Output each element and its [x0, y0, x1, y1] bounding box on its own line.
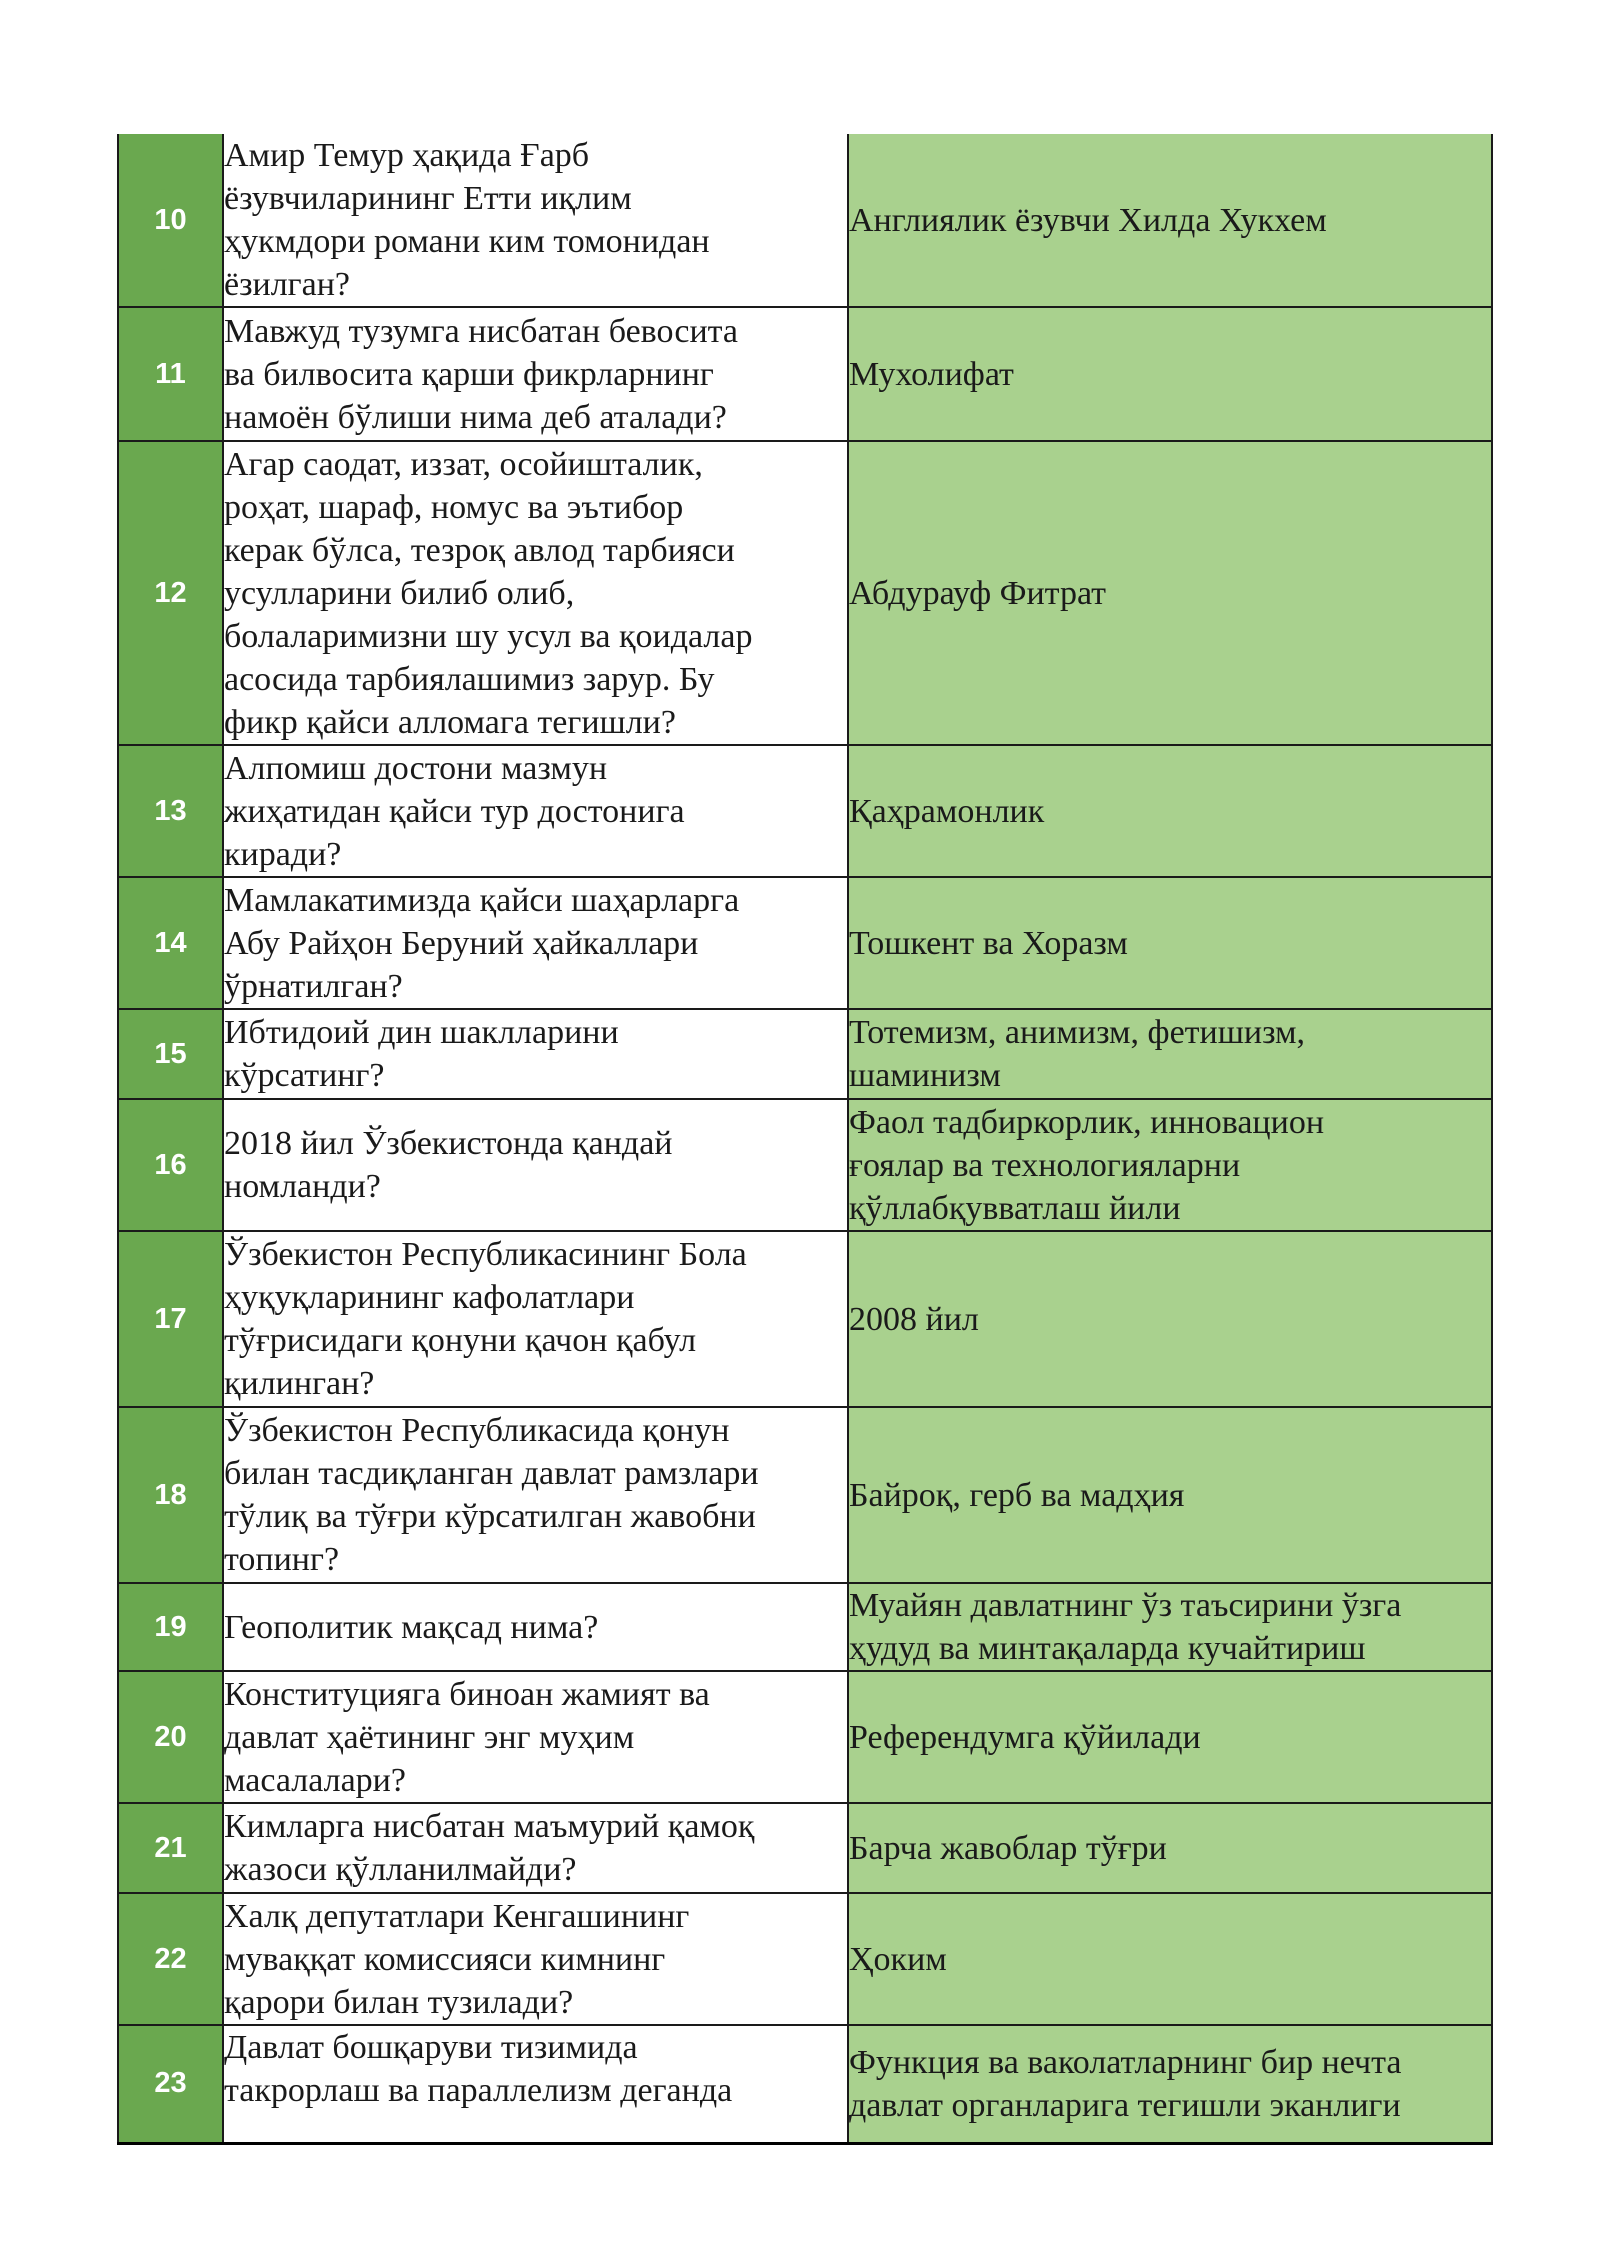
answer-cell: [848, 1583, 1492, 1671]
question-text: Кимларга нисбатан маъмурий қамоқ жазоси қўлланилмайди?: [224, 1808, 755, 1888]
answer-cell: [848, 745, 1492, 877]
table-row: [118, 1009, 1492, 1099]
answer-text: Мухолифат: [849, 355, 1014, 393]
answer-cell: [848, 2025, 1492, 2143]
answer-text: Абдурауф Фитрат: [849, 574, 1107, 612]
row-number: 14: [118, 877, 223, 1009]
answer-cell: [848, 1009, 1492, 1099]
question-text: Ўзбекистон Республикасининг Бола ҳуқуқларининг кафолатлари тўғрисидаги қонуни қачон қабул қилинган?: [224, 1236, 747, 1402]
row-number: 15: [118, 1009, 223, 1099]
table-row: [118, 1671, 1492, 1803]
answer-cell: [848, 307, 1492, 441]
answer-cell: [848, 1407, 1492, 1583]
row-number: 18: [118, 1407, 223, 1583]
question-text: Мавжуд тузумга нисбатан бевосита ва билвосита қарши фикрларнинг намоён бўлиши нима деб аталади?: [224, 312, 739, 436]
question-cell: [223, 1583, 848, 1671]
question-cell: [223, 877, 848, 1009]
row-number: 22: [118, 1893, 223, 2025]
row-number: 23: [118, 2025, 223, 2143]
row-number: 10: [118, 134, 223, 307]
row-number: 13: [118, 745, 223, 877]
answer-text: Тотемизм, анимизм, фетишизм, шаминизм: [849, 1014, 1306, 1094]
row-number: 19: [118, 1583, 223, 1671]
answer-cell: [848, 441, 1492, 745]
question-cell: [223, 745, 848, 877]
answer-text: Барча жавоблар тўғри: [849, 1829, 1167, 1867]
row-number: 17: [118, 1231, 223, 1407]
question-text: Агар саодат, иззат, осойишталик, роҳат, шараф, номус ва эътибор керак бўлса, тезроқ авлод тарбияси усулларини билиб олиб, болаларимизни шу усул ва қоидалар асосида тарбиялашимиз зарур. Бу фикр қайси алломага тегишли?: [224, 445, 753, 741]
answer-text: Референдумга қўйилади: [849, 1718, 1201, 1756]
question-text: Мамлакатимизда қайси шаҳарларга Абу Райҳон Беруний ҳайкаллари ўрнатилган?: [224, 881, 740, 1005]
table-row: [118, 1583, 1492, 1671]
answer-text: Тошкент ва Хоразм: [849, 924, 1128, 962]
table-row: [118, 745, 1492, 877]
question-text: Алпомиш достони мазмун жиҳатидан қайси тур достонига киради?: [224, 749, 685, 873]
question-cell: [223, 1231, 848, 1407]
table-row: [118, 134, 1492, 307]
answer-cell: [848, 1803, 1492, 1893]
table-row: [118, 1407, 1492, 1583]
question-cell: [223, 1803, 848, 1893]
question-text: Конституцияга биноан жамият ва давлат ҳаётининг энг муҳим масалалари?: [224, 1675, 710, 1799]
answer-text: Ҳоким: [849, 1940, 947, 1978]
answer-cell: [848, 1671, 1492, 1803]
question-cell: [223, 1099, 848, 1231]
table-row: [118, 1099, 1492, 1231]
table-row: [118, 1231, 1492, 1407]
question-text: Амир Темур ҳақида Ғарб ёзувчиларининг Етти иқлим ҳукмдори романи ким томонидан ёзилган?: [224, 137, 710, 303]
row-number: 11: [118, 307, 223, 441]
question-cell: [223, 307, 848, 441]
table-row: [118, 1803, 1492, 1893]
row-number: 16: [118, 1099, 223, 1231]
quiz-table: [117, 134, 1493, 2145]
answer-cell: [848, 1099, 1492, 1231]
question-text: Давлат бошқаруви тизимида такрорлаш ва параллелизм деганда: [224, 2029, 733, 2109]
answer-text: Муайян давлатнинг ўз таъсирини ўзга ҳудуд ва минтақаларда кучайтириш: [849, 1587, 1402, 1667]
table-row: [118, 2025, 1492, 2143]
question-cell: [223, 134, 848, 307]
question-text: Геополитик мақсад нима?: [224, 1608, 599, 1646]
answer-text: Функция ва ваколатларнинг бир нечта давлат органларига тегишли эканлиги: [849, 2043, 1402, 2124]
row-number: 20: [118, 1671, 223, 1803]
table-row: [118, 441, 1492, 745]
question-cell: [223, 1893, 848, 2025]
answer-text: Англиялик ёзувчи Хилда Хукхем: [849, 201, 1327, 239]
answer-cell: [848, 1231, 1492, 1407]
answer-text: 2008 йил: [849, 1300, 979, 1338]
table-row: [118, 307, 1492, 441]
question-cell: [223, 1407, 848, 1583]
answer-text: Байроқ, герб ва мадҳия: [849, 1476, 1185, 1514]
question-text: 2018 йил Ўзбекистонда қандай номланди?: [224, 1125, 673, 1205]
row-number: 12: [118, 441, 223, 745]
answer-cell: [848, 134, 1492, 307]
question-cell: [223, 1671, 848, 1803]
table-row: [118, 877, 1492, 1009]
table-row: [118, 1893, 1492, 2025]
answer-cell: [848, 877, 1492, 1009]
answer-text: Қаҳрамонлик: [849, 792, 1045, 830]
question-text: Ўзбекистон Республикасида қонун билан тасдиқланган давлат рамзлари тўлиқ ва тўғри кўрсатилган жавобни топинг?: [224, 1412, 759, 1578]
question-text: Халқ депутатлари Кенгашининг муваққат комиссияси кимнинг қарори билан тузилади?: [224, 1897, 690, 2021]
question-cell: [223, 2025, 848, 2143]
answer-cell: [848, 1893, 1492, 2025]
question-text: Ибтидоий дин шаклларини кўрсатинг?: [224, 1014, 619, 1094]
row-number: 21: [118, 1803, 223, 1893]
question-cell: [223, 1009, 848, 1099]
question-cell: [223, 441, 848, 745]
answer-text: Фаол тадбиркорлик, инновацион ғоялар ва технологияларни қўллабқувватлаш йили: [849, 1103, 1325, 1227]
